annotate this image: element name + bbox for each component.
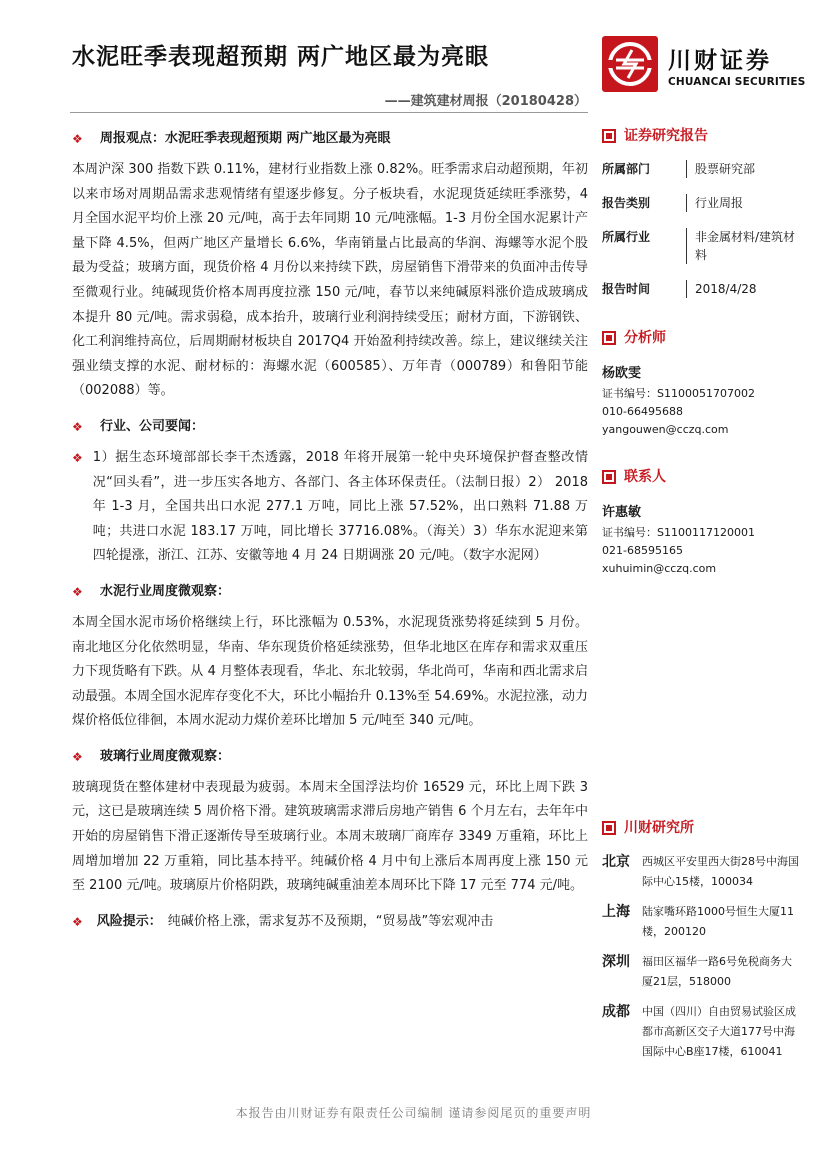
analyst-heading-text: 分析师 <box>624 330 666 346</box>
info-key: 报告类别 <box>602 196 651 210</box>
contact-heading-text: 联系人 <box>624 469 666 485</box>
office-shenzhen <box>602 952 802 992</box>
contact-cert: 证书编号：S1100117120001 <box>602 526 755 539</box>
office-address: 陆家嘴环路1000号恒生大厦11楼，200120 <box>642 905 794 938</box>
info-row-industry <box>602 228 802 264</box>
analyst-name: 杨欧雯 <box>602 366 642 381</box>
office-shanghai <box>602 902 802 942</box>
contact-heading <box>602 465 802 489</box>
info-row-date <box>602 280 802 298</box>
info-value: 非金属材料/建筑材料 <box>686 228 802 264</box>
contact-phone: 021-68595165 <box>602 544 683 557</box>
section-square-icon <box>602 821 616 835</box>
industry-news-heading <box>72 416 588 438</box>
office-city: 成都 <box>602 1004 630 1020</box>
section-square-icon <box>602 129 616 143</box>
office-beijing <box>602 852 802 892</box>
office-city: 上海 <box>602 904 630 920</box>
title-divider <box>70 112 588 113</box>
weekly-view-body: 本周沪深 300 指数下跌 0.11%，建材行业指数上涨 0.82%。旺季需求启动超预期，年初以来市场对周期品需求悲观情绪有望逐步修复。分子板块看，水泥现货延续旺季涨势，4 月全国水泥平均价上涨 20 元/吨，高于去年同期 10 元/吨涨幅。1-3 月份全国水泥累计产量下降 4.5%，但两广地区产量增长 6.6%，华南销量占比最高的华润、海螺等水泥个股最为受益；玻璃方面，现货价格 4 月份以来持续下跌，房屋销售下滑带来的负面冲击传导至微观行业。纯碱现货价格本周再度拉涨 150 元/吨，春节以来纯碱原料涨价造成玻璃成本提升 80 元/吨。需求弱稳，成本抬升，玻璃行业利润持续受压；耐材方面，下游钢铁、化工利润维持高位，后周期耐材板块自 2017Q4 开始盈利持续改善。综上，建议继续关注强业绩支撑的水泥、耐材标的：海螺水泥（600585）、万年青（000789）和鲁阳节能（002088）等。 <box>72 162 588 399</box>
glass-heading-text: 玻璃行业周度微观察： <box>100 748 231 764</box>
office-address: 中国（四川）自由贸易试验区成都市高新区交子大道177号中海国际中心B座17楼，610041 <box>642 1005 796 1058</box>
section-square-icon <box>602 470 616 484</box>
analyst-cert: 证书编号：S1100051707002 <box>602 387 755 400</box>
bullet-diamond-icon: ❖ <box>72 914 83 929</box>
report-heading <box>602 124 802 148</box>
risk-body: 纯碱价格上涨，需求复苏不及预期，“贸易战”等宏观冲击 <box>167 913 494 929</box>
analyst-heading <box>602 326 802 350</box>
weekly-view-heading <box>72 128 588 150</box>
company-logo <box>602 36 806 96</box>
info-value: 股票研究部 <box>686 160 802 178</box>
analyst-phone: 010-66495688 <box>602 405 683 418</box>
institute-heading-text: 川财研究所 <box>624 820 694 836</box>
risk-warning <box>72 911 588 933</box>
bullet-diamond-icon: ❖ <box>72 132 83 146</box>
glass-heading <box>72 746 588 768</box>
institute-heading <box>602 816 802 840</box>
office-city: 北京 <box>602 854 630 870</box>
bullet-diamond-icon: ❖ <box>72 450 83 465</box>
office-address: 福田区福华一路6号免税商务大厦21层，518000 <box>642 955 792 988</box>
info-key: 所属部门 <box>602 162 651 176</box>
info-value: 行业周报 <box>686 194 802 212</box>
risk-label: 风险提示： <box>96 913 162 929</box>
industry-news-body: 1）据生态环境部部长李干杰透露，2018 年将开展第一轮中央环境保护督查整改情况“回头看”，进一步压实各地方、各部门、各主体环保责任。（法制日报）2） 2018 年 1-3 月，全国共出口水泥 277.1 万吨，同比上涨 57.52%，出口熟料 71.88 万吨；共进口水泥 183.17 万吨，同比增长 37716.08%。（海关）3）华东水泥迎来第四轮提涨，浙江、江苏、安徽等地 4 月 24 日期调涨 20 元/吨。（数字水泥网） <box>92 449 588 564</box>
glass-body: 玻璃现货在整体建材中表现最为疲弱。本周末全国浮法均价 16529 元，环比上周下跌 3 元，这已是玻璃连续 5 周价格下滑。建筑玻璃需求滞后房地产销售 6 个月左右，去年年中开始的房屋销售下滑正逐渐传导至玻璃行业。本周末玻璃厂商库存 3349 万重箱，环比上周增加增加 22 万重箱，同比基本持平。纯碱价格 4 月中旬上涨后本周再度上涨 150 元至 2100 元/吨。玻璃原片价格阴跌，玻璃纯碱重油差本周环比下降 17 元至 774 元/吨。 <box>72 779 588 894</box>
industry-news-heading-text: 行业、公司要闻： <box>100 418 205 434</box>
info-key: 报告时间 <box>602 282 651 296</box>
logo-chinese-text: 川财证券 <box>668 48 772 74</box>
contact-email[interactable]: xuhuimin@cczq.com <box>602 562 717 575</box>
office-city: 深圳 <box>602 954 630 970</box>
industry-news-item <box>72 446 588 569</box>
section-square-icon <box>602 331 616 345</box>
logo-english-text: CHUANCAI SECURITIES <box>668 76 806 88</box>
info-row-category <box>602 194 802 212</box>
bullet-diamond-icon: ❖ <box>72 749 83 764</box>
analyst-email[interactable]: yangouwen@cczq.com <box>602 423 729 436</box>
info-value: 2018/4/28 <box>686 280 802 298</box>
report-subtitle: ——建筑建材周报（20180428） <box>384 94 587 109</box>
info-row-department <box>602 160 802 178</box>
cement-heading-text: 水泥行业周度微观察： <box>100 583 231 599</box>
page-footer: 本报告由川财证券有限责任公司编制 谨请参阅尾页的重要声明 <box>235 1106 592 1120</box>
page-title: 水泥旺季表现超预期 两广地区最为亮眼 <box>72 44 490 70</box>
weekly-view-heading-text: 周报观点：水泥旺季表现超预期 两广地区最为亮眼 <box>100 131 391 146</box>
cement-heading <box>72 581 588 603</box>
sidebar <box>602 124 802 1072</box>
office-chengdu <box>602 1002 802 1062</box>
main-content <box>72 124 588 933</box>
office-address: 西城区平安里西大街28号中海国际中心15楼，100034 <box>642 855 799 888</box>
logo-mark-icon <box>602 36 658 92</box>
cement-body: 本周全国水泥市场价格继续上行，环比涨幅为 0.53%，水泥现货涨势将延续到 5 月份。南北地区分化依然明显，华南、华东现货价格延续涨势，但华北地区在库存和需求双重压力下现货略有下跌。从 4 月整体表现看，华北、东北较弱，华北尚可，华南和西北需求启动最强。本周全国水泥库存变化不大，环比小幅抬升 0.13%至 54.69%。水泥拉涨，动力煤价格低位徘徊，本周水泥动力煤价差环比增加 5 元/吨至 340 元/吨。 <box>72 614 588 729</box>
bullet-diamond-icon: ❖ <box>72 584 83 599</box>
info-key: 所属行业 <box>602 230 651 244</box>
bullet-diamond-icon: ❖ <box>72 419 83 434</box>
contact-name: 许惠敏 <box>602 505 642 520</box>
report-heading-text: 证券研究报告 <box>624 128 708 144</box>
